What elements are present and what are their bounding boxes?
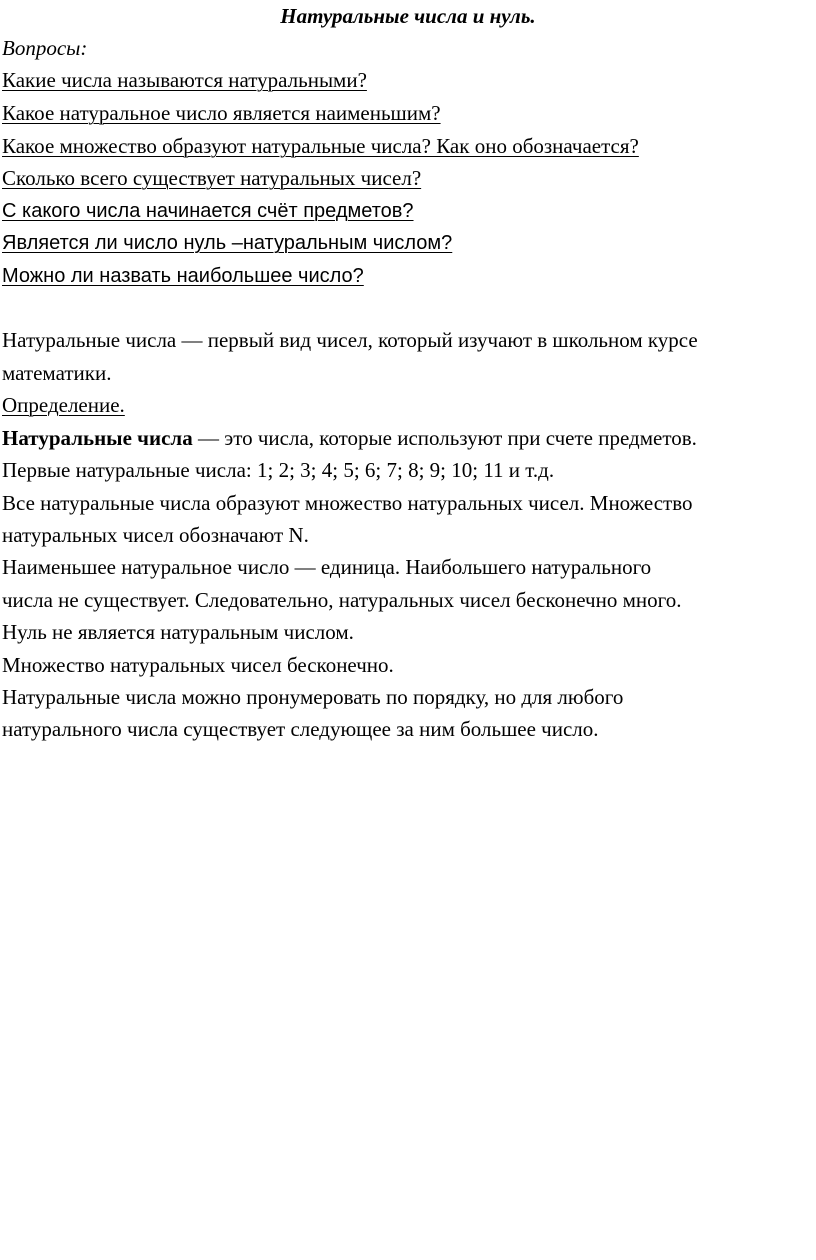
body-line-5: числа не существует. Следовательно, натуральных чисел бесконечно много. [2,588,682,612]
question-3: Какое множество образуют натуральные числа? Как оно обозначается? [2,134,639,158]
body-line-1: Первые натуральные числа: 1; 2; 3; 4; 5; 6; 7; 8; 9; 10; 11 и т.д. [2,458,555,482]
question-1: Какие числа называются натуральными? [2,68,367,92]
body-line-7: Множество натуральных чисел бесконечно. [2,653,394,677]
body-line-4: Наименьшее натуральное число — единица. Наибольшего натурального [2,555,652,579]
body-line-8: Натуральные числа можно пронумеровать по порядку, но для любого [2,685,624,709]
question-6: Является ли число нуль –натуральным числом? [2,232,453,254]
definition-term: Натуральные числа [2,426,193,450]
intro-line-1: Натуральные числа — первый вид чисел, который изучают в школьном курсе [2,328,698,352]
definition-label: Определение. [2,393,125,417]
body-line-6: Нуль не является натуральным числом. [2,620,354,644]
questions-label: Вопросы: [2,36,88,60]
question-2: Какое натуральное число является наименьшим? [2,101,441,125]
question-7: Можно ли назвать наибольшее число? [2,265,364,287]
body-line-3: натуральных чисел обозначают N. [2,523,309,547]
question-5: С какого числа начинается счёт предметов? [2,200,414,222]
intro-line-2: математики. [2,361,112,385]
document-title: Натуральные числа и нуль. [280,4,536,28]
body-line-9: натурального числа существует следующее за ним большее число. [2,717,599,741]
definition-text: — это числа, которые используют при счете предметов. [192,426,697,450]
question-4: Сколько всего существует натуральных чисел? [2,166,422,190]
definition-line [2,424,697,452]
body-line-2: Все натуральные числа образуют множество натуральных чисел. Множество [2,491,693,515]
